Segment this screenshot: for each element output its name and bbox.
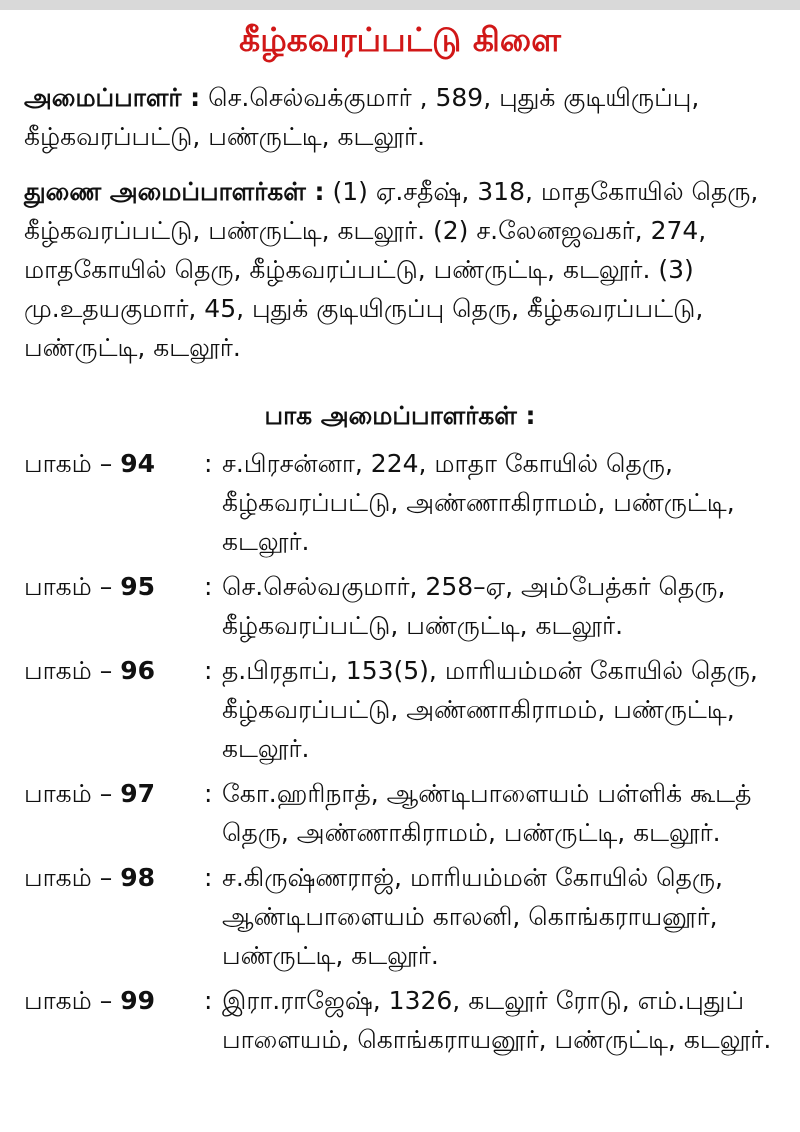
booth-text-99: இரா.ராஜேஷ், 1326, கடலூர் ரோடு, எம்.புதுப் பாளையம், கொங்கராயனூர், பண்ருட்டி, கடலூர். (222, 986, 772, 1054)
booth-colon: : (204, 779, 213, 808)
booth-number: 94 (120, 449, 155, 478)
organizer-paragraph (24, 78, 776, 156)
booth-label-96 (24, 651, 204, 690)
booth-label-97 (24, 774, 204, 813)
booth-label-text: பாகம் – (24, 656, 113, 685)
booth-colon: : (204, 572, 213, 601)
booth-text-97: கோ.ஹரிநாத், ஆண்டிபாளையம் பள்ளிக் கூடத் தெரு, அண்ணாகிராமம், பண்ருட்டி, கடலூர். (222, 779, 752, 847)
booth-colon: : (204, 863, 213, 892)
booth-row-97 (24, 774, 776, 852)
organizer-label: அமைப்பாளர் : (24, 83, 201, 112)
booth-number: 95 (120, 572, 155, 601)
booth-row-99 (24, 981, 776, 1059)
booth-label-text: பாகம் – (24, 779, 113, 808)
booth-number: 96 (120, 656, 155, 685)
booth-number: 98 (120, 863, 155, 892)
booth-text-94: ச.பிரசன்னா, 224, மாதா கோயில் தெரு, கீழ்கவரப்பட்டு, அண்ணாகிராமம், பண்ருட்டி, கடலூர். (222, 449, 735, 556)
booth-text-98: ச.கிருஷ்ணராஜ், மாரியம்மன் கோயில் தெரு, ஆண்டிபாளையம் காலனி, கொங்கராயனூர், பண்ருட்டி, கடலூர். (222, 863, 724, 970)
booth-label-98 (24, 858, 204, 897)
booth-number: 99 (120, 986, 155, 1015)
booth-label-text: பாகம் – (24, 986, 113, 1015)
top-edge-strip (0, 0, 800, 10)
booth-label-text: பாகம் – (24, 572, 113, 601)
booth-list (24, 444, 776, 1065)
booth-label-text: பாகம் – (24, 449, 113, 478)
booth-colon: : (204, 986, 213, 1015)
booth-text-96: த.பிரதாப், 153(5), மாரியம்மன் கோயில் தெரு, கீழ்கவரப்பட்டு, அண்ணாகிராமம், பண்ருட்டி, கடலூர். (222, 656, 758, 763)
deputy-organizers-text: (1) ஏ.சதீஷ், 318, மாதகோயில் தெரு, கீழ்கவரப்பட்டு, பண்ருட்டி, கடலூர். (2) ச.லேனஜவகர், 274, மாதகோயில் தெரு, கீழ்கவரப்பட்டு, பண்ருட்டி, கடலூர். (3) மு.உதயகுமார், 45, புதுக் குடியிருப்பு தெரு, கீழ்கவரப்பட்டு, பண்ருட்டி, கடலூர். (24, 177, 759, 362)
deputy-organizers-paragraph (24, 172, 776, 367)
booth-number: 97 (120, 779, 155, 808)
booth-row-94 (24, 444, 776, 561)
booth-label-94 (24, 444, 204, 483)
booth-label-text: பாகம் – (24, 863, 113, 892)
booth-row-98 (24, 858, 776, 975)
booth-label-99 (24, 981, 204, 1020)
organizer-text: செ.செல்வக்குமார் , 589, புதுக் குடியிருப்பு, கீழ்கவரப்பட்டு, பண்ருட்டி, கடலூர். (24, 83, 700, 151)
booth-row-95 (24, 567, 776, 645)
booth-colon: : (204, 656, 213, 685)
booth-colon: : (204, 449, 213, 478)
booth-label-95 (24, 567, 204, 606)
booth-text-95: செ.செல்வகுமார், 258–ஏ, அம்பேத்கர் தெரு, கீழ்கவரப்பட்டு, பண்ருட்டி, கடலூர். (222, 572, 726, 640)
booth-row-96 (24, 651, 776, 768)
branch-title: கீழ்கவரப்பட்டு கிளை (239, 20, 561, 59)
booth-organizers-heading: பாக அமைப்பாளர்கள் : (264, 401, 536, 430)
deputy-organizers-label: துணை அமைப்பாளர்கள் : (24, 177, 325, 206)
